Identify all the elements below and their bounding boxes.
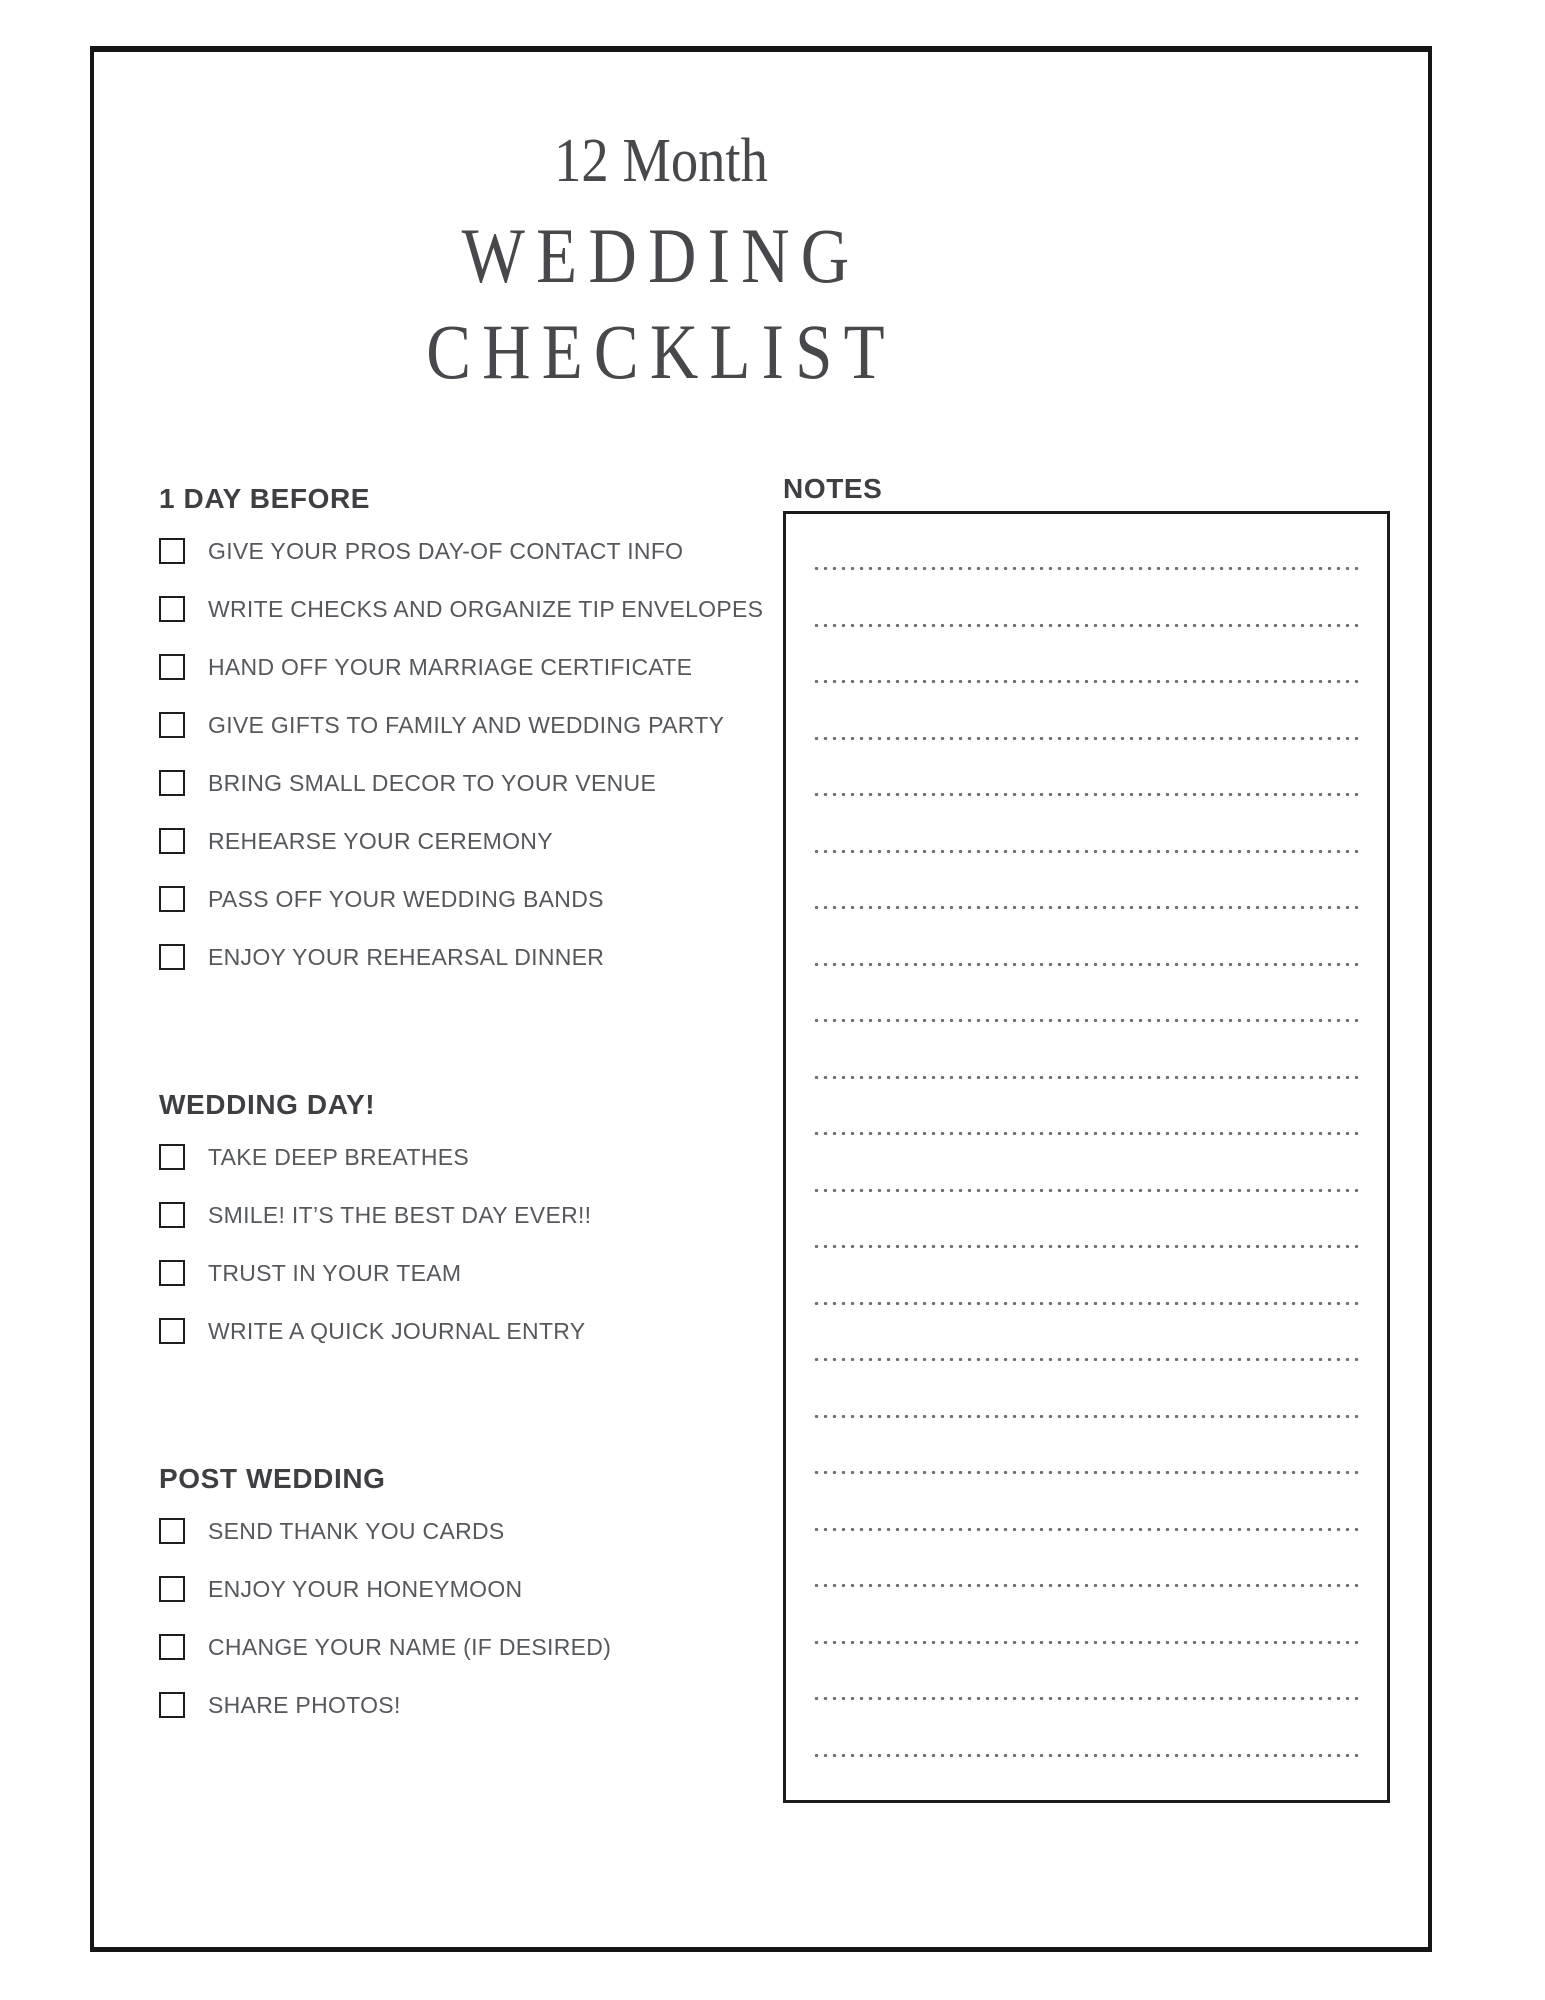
notes-lines-area <box>812 514 1359 1803</box>
item-label: ENJOY YOUR REHEARSAL DINNER <box>208 943 605 970</box>
checklist-row <box>159 1318 779 1344</box>
notes-dotted-line <box>812 680 1359 737</box>
checkbox[interactable] <box>159 1692 185 1718</box>
notes-dotted-line <box>812 1076 1359 1133</box>
checklist-column <box>159 484 779 1750</box>
checklist-row <box>159 1260 779 1286</box>
notes-dotted-line <box>812 1471 1359 1528</box>
notes-dotted-line <box>812 1754 1359 1804</box>
item-label: PASS OFF YOUR WEDDING BANDS <box>208 885 604 912</box>
checkbox[interactable] <box>159 828 185 854</box>
document-title-block <box>90 100 1232 400</box>
checkbox[interactable] <box>159 1634 185 1660</box>
item-label: GIVE GIFTS TO FAMILY AND WEDDING PARTY <box>208 711 725 738</box>
notes-dotted-line <box>812 850 1359 907</box>
checklist-row <box>159 1634 779 1660</box>
notes-dotted-line <box>812 1358 1359 1415</box>
notes-dotted-line <box>812 963 1359 1020</box>
checklist-row <box>159 828 779 854</box>
checkbox[interactable] <box>159 1576 185 1602</box>
checklist-row <box>159 1518 779 1544</box>
checklist-row <box>159 886 779 912</box>
notes-dotted-line <box>812 1528 1359 1585</box>
title-line-checklist: CHECKLIST <box>426 308 896 395</box>
checkbox[interactable] <box>159 538 185 564</box>
checkbox[interactable] <box>159 1318 185 1344</box>
notes-dotted-line <box>812 1245 1359 1302</box>
notes-dotted-line <box>812 737 1359 794</box>
section-heading: POST WEDDING <box>159 1463 386 1494</box>
checklist-row <box>159 712 779 738</box>
item-label: REHEARSE YOUR CEREMONY <box>208 827 553 854</box>
notes-dotted-line <box>812 1415 1359 1472</box>
notes-box <box>783 511 1390 1803</box>
checkbox[interactable] <box>159 1260 185 1286</box>
item-label: GIVE YOUR PROS DAY-OF CONTACT INFO <box>208 537 684 564</box>
notes-dotted-line <box>812 1132 1359 1189</box>
item-label: SEND THANK YOU CARDS <box>208 1517 505 1544</box>
item-label: HAND OFF YOUR MARRIAGE CERTIFICATE <box>208 653 693 680</box>
checklist-row <box>159 1576 779 1602</box>
notes-dotted-line <box>812 1019 1359 1076</box>
checklist-row <box>159 596 779 622</box>
notes-dotted-line <box>812 1189 1359 1246</box>
notes-dotted-line <box>812 1697 1359 1754</box>
checklist-row <box>159 1144 779 1170</box>
item-label: WRITE CHECKS AND ORGANIZE TIP ENVELOPES <box>208 595 764 622</box>
checklist-row <box>159 1692 779 1718</box>
title-subline: 12 Month <box>554 127 768 195</box>
section-wedding-day <box>159 1090 779 1344</box>
checkbox[interactable] <box>159 596 185 622</box>
checklist-row <box>159 770 779 796</box>
item-label: CHANGE YOUR NAME (IF DESIRED) <box>208 1633 612 1660</box>
checkbox[interactable] <box>159 1202 185 1228</box>
item-label: BRING SMALL DECOR TO YOUR VENUE <box>208 769 657 796</box>
section-heading: WEDDING DAY! <box>159 1089 376 1120</box>
notes-dotted-line <box>812 567 1359 624</box>
item-label: SHARE PHOTOS! <box>208 1691 401 1718</box>
checkbox[interactable] <box>159 1518 185 1544</box>
checkbox[interactable] <box>159 944 185 970</box>
notes-dotted-line <box>812 1584 1359 1641</box>
checklist-row <box>159 1202 779 1228</box>
section-heading: 1 DAY BEFORE <box>159 483 371 514</box>
section-1-day-before <box>159 484 779 970</box>
notes-dotted-line <box>812 624 1359 681</box>
notes-dotted-line <box>812 906 1359 963</box>
checklist-row <box>159 654 779 680</box>
notes-column <box>783 474 1390 1803</box>
item-label: TAKE DEEP BREATHES <box>208 1143 470 1170</box>
checkbox[interactable] <box>159 886 185 912</box>
notes-dotted-line <box>812 1641 1359 1698</box>
checkbox[interactable] <box>159 654 185 680</box>
checkbox[interactable] <box>159 712 185 738</box>
item-label: ENJOY YOUR HONEYMOON <box>208 1575 523 1602</box>
item-label: TRUST IN YOUR TEAM <box>208 1259 462 1286</box>
checkbox[interactable] <box>159 770 185 796</box>
notes-dotted-line <box>812 793 1359 850</box>
checklist-row <box>159 538 779 564</box>
section-post-wedding <box>159 1464 779 1718</box>
notes-heading: NOTES <box>783 473 883 504</box>
title-line-wedding: WEDDING <box>461 212 861 299</box>
item-label: WRITE A QUICK JOURNAL ENTRY <box>208 1317 586 1344</box>
checklist-row <box>159 944 779 970</box>
checkbox[interactable] <box>159 1144 185 1170</box>
item-label: SMILE! IT’S THE BEST DAY EVER!! <box>208 1201 592 1228</box>
notes-dotted-line <box>812 1302 1359 1359</box>
